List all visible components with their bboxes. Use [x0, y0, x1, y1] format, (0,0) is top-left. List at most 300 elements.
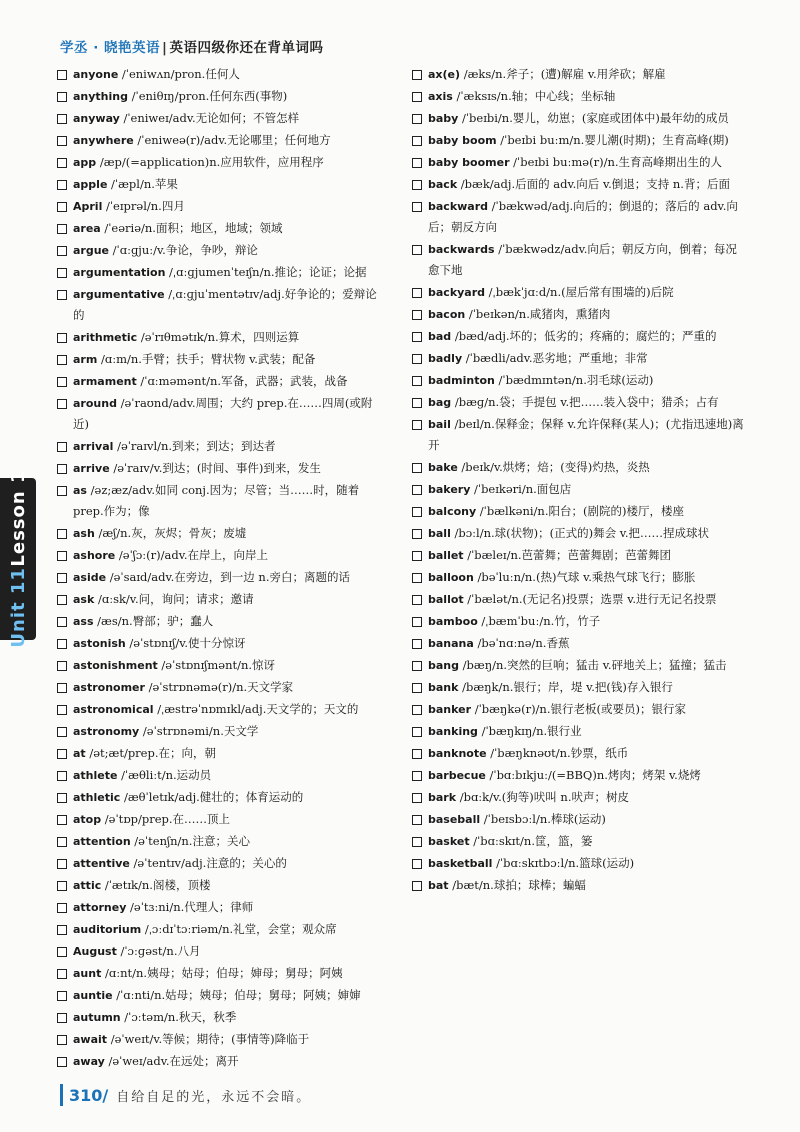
checkbox-icon[interactable] — [57, 464, 67, 474]
vocab-word: backward — [428, 200, 489, 213]
vocab-entry — [57, 545, 387, 566]
vocab-definition: /bæt/n.球拍；球棒；蝙蝠 — [448, 878, 586, 892]
checkbox-icon[interactable] — [57, 837, 67, 847]
checkbox-icon[interactable] — [57, 1057, 67, 1067]
vocab-definition: /əˈsaɪd/adv.在旁边，到一边 n.旁白；离题的话 — [106, 570, 350, 584]
vocab-word: ballot — [428, 593, 464, 606]
vocab-word: April — [73, 200, 103, 213]
checkbox-icon[interactable] — [57, 903, 67, 913]
checkbox-icon[interactable] — [57, 771, 67, 781]
vocab-entry — [412, 787, 747, 808]
vocab-word: banker — [428, 703, 472, 716]
checkbox-icon[interactable] — [57, 290, 67, 300]
checkbox-icon[interactable] — [412, 485, 422, 495]
vocab-definition: /əz;æz/adv.如同 conj.因为；尽管；当……时，随着 prep.作为；像 — [73, 483, 360, 518]
vocab-word: ask — [73, 593, 95, 606]
checkbox-icon[interactable] — [412, 815, 422, 825]
vocab-definition: /ˈbælkəni/n.阳台；(剧院的)楼厅，楼座 — [476, 504, 684, 518]
vocab-definition: /beɪl/n.保释金；保释 v.允许保释(某人)；(尤指迅速地)离开 — [428, 417, 744, 452]
vocab-word: bank — [428, 681, 459, 694]
vocab-definition: /ˈɑːnti/n.姑母；姨母；伯母；舅母；阿姨；婶婶 — [112, 988, 361, 1002]
vocab-entry — [57, 743, 387, 764]
vocab-definition: /ˈɔːɡəst/n.八月 — [116, 944, 201, 958]
checkbox-icon[interactable] — [412, 793, 422, 803]
vocab-entry — [57, 327, 387, 348]
vocab-definition: /beɪk/v.烘烤；焙；(变得)灼热，炎热 — [457, 460, 650, 474]
vocab-entry — [57, 1007, 387, 1028]
checkbox-icon[interactable] — [412, 158, 422, 168]
vocab-entry — [412, 457, 747, 478]
checkbox-icon[interactable] — [57, 1013, 67, 1023]
checkbox-icon[interactable] — [412, 507, 422, 517]
checkbox-icon[interactable] — [412, 310, 422, 320]
vocab-entry — [57, 941, 387, 962]
vocab-definition: /əˈstɒnɪʃmənt/n.惊讶 — [157, 658, 276, 672]
vocab-word: bag — [428, 396, 452, 409]
checkbox-icon[interactable] — [412, 398, 422, 408]
vocab-word: baby boom — [428, 134, 497, 147]
vocab-entry — [412, 655, 747, 676]
checkbox-icon[interactable] — [57, 881, 67, 891]
checkbox-icon[interactable] — [412, 551, 422, 561]
vocab-entry — [57, 853, 387, 874]
vocab-definition: /ˈbæŋkɪŋ/n.银行业 — [477, 724, 582, 738]
vocab-word: badminton — [428, 374, 495, 387]
vocab-definition: /ˈbædli/adv.恶劣地；严重地；非常 — [462, 351, 648, 365]
vocab-word: ass — [73, 615, 94, 628]
vocab-entry — [412, 853, 747, 874]
vocab-entry — [412, 743, 747, 764]
vocab-entry — [57, 458, 387, 479]
page-footer — [60, 1082, 311, 1108]
checkbox-icon[interactable] — [412, 420, 422, 430]
vocab-definition: /bæk/adj.后面的 adv.向后 v.倒退；支持 n.背；后面 — [457, 177, 730, 191]
vocab-definition: /ət;æt/prep.在；向，朝 — [85, 746, 217, 760]
vocab-definition: /ˈæθliːt/n.运动员 — [117, 768, 212, 782]
vocab-word: ballet — [428, 549, 464, 562]
vocab-definition: /ˌæstrəˈnɒmɪkl/adj.天文学的；天文的 — [153, 702, 359, 716]
checkbox-icon[interactable] — [57, 92, 67, 102]
checkbox-icon[interactable] — [57, 442, 67, 452]
vocab-word: baseball — [428, 813, 481, 826]
checkbox-icon[interactable] — [57, 355, 67, 365]
vocab-entry — [57, 86, 387, 107]
vocab-definition: /ˈeəriə/n.面积；地区，地域；领域 — [100, 221, 283, 235]
vocab-entry — [57, 677, 387, 698]
vocab-entry — [57, 371, 387, 392]
vocab-word: back — [428, 178, 458, 191]
vocab-entry — [57, 436, 387, 457]
vocab-word: baby boomer — [428, 156, 510, 169]
vocab-entry — [57, 64, 387, 85]
vocab-entry — [57, 1051, 387, 1072]
checkbox-icon[interactable] — [57, 202, 67, 212]
checkbox-icon[interactable] — [412, 661, 422, 671]
vocab-entry — [412, 174, 747, 195]
vocab-entry — [412, 86, 747, 107]
checkbox-icon[interactable] — [412, 771, 422, 781]
vocab-entry — [412, 721, 747, 742]
vocab-definition: /bæŋk/n.银行；岸，堤 v.把(钱)存入银行 — [458, 680, 673, 694]
checkbox-icon[interactable] — [57, 114, 67, 124]
checkbox-icon[interactable] — [412, 114, 422, 124]
vocab-word: astronomer — [73, 681, 145, 694]
vocab-word: bark — [428, 791, 457, 804]
footer-accent-bar — [60, 1084, 63, 1106]
vocab-word: aside — [73, 571, 107, 584]
vocab-word: astonishment — [73, 659, 158, 672]
checkbox-icon[interactable] — [412, 683, 422, 693]
checkbox-icon[interactable] — [412, 136, 422, 146]
vocab-word: auditorium — [73, 923, 142, 936]
vocab-entry — [57, 108, 387, 129]
vocab-word: arithmetic — [73, 331, 138, 344]
vocab-entry — [57, 611, 387, 632]
checkbox-icon[interactable] — [57, 947, 67, 957]
vocab-definition: /əˈtɜːni/n.代理人；律师 — [126, 900, 254, 914]
header-title: 英语四级你还在背单词吗 — [169, 40, 324, 56]
vocab-word: bat — [428, 879, 449, 892]
vocab-word: banking — [428, 725, 478, 738]
vocab-entry — [57, 963, 387, 984]
checkbox-icon[interactable] — [57, 224, 67, 234]
checkbox-icon[interactable] — [57, 617, 67, 627]
vocab-definition: /ˈbeɪbi/n.婴儿，幼崽；(家庭或团体中)最年幼的成员 — [458, 111, 729, 125]
vocab-definition: /ˈbækwəd/adj.向后的；倒退的；落后的 adv.向后；朝反方向 — [428, 199, 738, 234]
vocab-definition: /ˌbæmˈbuː/n.竹，竹子 — [477, 614, 601, 628]
vocab-word: astonish — [73, 637, 126, 650]
vocab-entry — [57, 152, 387, 173]
vocab-word: as — [73, 484, 87, 497]
vocab-definition: /bɑːk/v.(狗等)吠叫 n.吠声；树皮 — [456, 790, 629, 804]
checkbox-icon[interactable] — [412, 639, 422, 649]
checkbox-icon[interactable] — [57, 595, 67, 605]
vocab-definition: /əˈweɪ/adv.在远处；离开 — [104, 1054, 239, 1068]
vocab-entry — [57, 765, 387, 786]
vocab-entry — [412, 875, 747, 896]
vocab-entry — [412, 765, 747, 786]
vocab-definition: /ˈbæŋkə(r)/n.银行老板(或要员)；银行家 — [471, 702, 686, 716]
vocab-word: barbecue — [428, 769, 486, 782]
vocab-definition: /æʃ/n.灰，灰烬；骨灰；废墟 — [94, 526, 247, 540]
vocab-definition: /ˈɑːɡjuː/v.争论，争吵，辩论 — [109, 243, 258, 257]
checkbox-icon[interactable] — [412, 288, 422, 298]
vocab-definition: /ˈbækwədz/adv.向后；朝反方向，倒着；每况愈下地 — [428, 242, 737, 277]
vocab-word: balcony — [428, 505, 477, 518]
brand-name: 学丞 · 晓艳英语 — [60, 40, 161, 56]
vocab-definition: /ˈbeɪbi buːmə(r)/n.生育高峰期出生的人 — [509, 155, 723, 169]
vocab-entry — [412, 196, 747, 238]
vocab-word: backwards — [428, 243, 495, 256]
vocab-entry — [412, 831, 747, 852]
vocab-definition: /əˈstɒnɪʃ/v.使十分惊讶 — [125, 636, 246, 650]
checkbox-icon[interactable] — [57, 859, 67, 869]
vocab-definition: /ˈbæŋknəʊt/n.钞票，纸币 — [486, 746, 629, 760]
vocab-definition: /əˈraɪv/v.到达；(时间、事件)到来，发生 — [109, 461, 321, 475]
vocab-word: argumentation — [73, 266, 166, 279]
vocab-definition: /ˈɑːməmənt/n.军备，武器；武装，战备 — [136, 374, 348, 388]
vocab-definition: /əˈraʊnd/adv.周围；大约 prep.在……四周(或附近) — [73, 396, 373, 431]
unit-label: Unit 11 — [7, 567, 29, 648]
checkbox-icon[interactable] — [57, 180, 67, 190]
vocab-word: anywhere — [73, 134, 134, 147]
vocab-definition: /ˈbeɪkən/n.咸猪肉，熏猪肉 — [465, 307, 611, 321]
vocab-definition: /əˈtenʃn/n.注意；关心 — [130, 834, 250, 848]
vocab-entry — [57, 262, 387, 283]
vocab-definition: /əˈstrɒnəmə(r)/n.天文学家 — [144, 680, 294, 694]
vocab-entry — [57, 655, 387, 676]
checkbox-icon[interactable] — [57, 705, 67, 715]
lesson-label: Lesson 1 — [7, 470, 29, 568]
checkbox-icon[interactable] — [57, 486, 67, 496]
checkbox-icon[interactable] — [412, 573, 422, 583]
vocab-definition: /æθˈletɪk/adj.健壮的；体育运动的 — [120, 790, 304, 804]
checkbox-icon[interactable] — [412, 749, 422, 759]
vocab-definition: /ˈæksɪs/n.轴；中心线；坐标轴 — [452, 89, 616, 103]
vocab-definition: /əˈtɒp/prep.在……顶上 — [101, 812, 231, 826]
vocab-word: attentive — [73, 857, 130, 870]
checkbox-icon[interactable] — [412, 881, 422, 891]
vocab-definition: /ˈeɪprəl/n.四月 — [102, 199, 185, 213]
vocab-word: athletic — [73, 791, 121, 804]
vocab-entry — [57, 787, 387, 808]
vocab-definition: /ɑːsk/v.问，询问；请求；邀请 — [94, 592, 254, 606]
vocab-definition: /ˌɑːɡjumenˈteɪʃn/n.推论；论证；论据 — [165, 265, 367, 279]
checkbox-icon[interactable] — [412, 617, 422, 627]
checkbox-icon[interactable] — [57, 246, 67, 256]
checkbox-icon[interactable] — [412, 70, 422, 80]
header-separator: | — [162, 40, 168, 56]
checkbox-icon[interactable] — [57, 70, 67, 80]
vocab-word: badly — [428, 352, 463, 365]
vocab-word: atop — [73, 813, 102, 826]
footer-slogan: 自给自足的光，永远不会暗。 — [116, 1089, 312, 1105]
vocab-entry — [57, 480, 387, 522]
vocab-definition: /bæŋ/n.突然的巨响；猛击 v.砰地关上；猛撞；猛击 — [459, 658, 727, 672]
vocab-word: arrive — [73, 462, 110, 475]
vocab-entry — [412, 304, 747, 325]
checkbox-icon[interactable] — [57, 377, 67, 387]
checkbox-icon[interactable] — [412, 529, 422, 539]
vocab-entry — [412, 589, 747, 610]
checkbox-icon[interactable] — [412, 595, 422, 605]
vocab-word: axis — [428, 90, 453, 103]
checkbox-icon[interactable] — [412, 837, 422, 847]
checkbox-icon[interactable] — [412, 727, 422, 737]
vocab-definition: /ˈbɑːskɪt/n.筐，篮，篓 — [469, 834, 593, 848]
vocab-entry — [412, 809, 747, 830]
checkbox-icon[interactable] — [57, 749, 67, 759]
vocab-definition: /ˈætɪk/n.阁楼，顶楼 — [101, 878, 211, 892]
vocab-entry — [412, 392, 747, 413]
vocab-definition: /ˌɔːdɪˈtɔːriəm/n.礼堂，会堂；观众席 — [141, 922, 337, 936]
vocab-entry — [57, 633, 387, 654]
vocab-entry — [57, 240, 387, 261]
checkbox-icon[interactable] — [57, 399, 67, 409]
vocab-entry — [57, 809, 387, 830]
vocab-column-right — [412, 64, 747, 897]
vocab-definition: /ˈbælət/n.(无记名)投票；选票 v.进行无记名投票 — [463, 592, 717, 606]
vocab-definition: /æs/n.臀部；驴；蠢人 — [93, 614, 214, 628]
checkbox-icon[interactable] — [412, 245, 422, 255]
vocab-entry — [412, 523, 747, 544]
vocab-entry — [412, 677, 747, 698]
vocab-definition: /ˈeniweɪ/adv.无论如何；不管怎样 — [119, 111, 300, 125]
vocab-entry — [57, 284, 387, 326]
vocab-entry — [412, 545, 747, 566]
checkbox-icon[interactable] — [57, 793, 67, 803]
checkbox-icon[interactable] — [57, 991, 67, 1001]
vocab-definition: /əˈweɪt/v.等候；期待；(事情等)降临于 — [107, 1032, 310, 1046]
vocab-definition: /ˈeniθɪŋ/pron.任何东西(事物) — [128, 89, 288, 103]
checkbox-icon[interactable] — [57, 815, 67, 825]
vocab-definition: /ˈbɑːbɪkjuː/(=BBQ)n.烤肉；烤架 v.烧烤 — [485, 768, 701, 782]
vocab-word: astronomical — [73, 703, 154, 716]
checkbox-icon[interactable] — [57, 639, 67, 649]
vocab-definition: /əˈtentɪv/adj.注意的；关心的 — [129, 856, 287, 870]
vocab-word: ashore — [73, 549, 116, 562]
vocab-definition: /bəˈluːn/n.(热)气球 v.乘热气球飞行；膨胀 — [473, 570, 696, 584]
vocab-word: arm — [73, 353, 98, 366]
vocab-entry — [57, 196, 387, 217]
vocab-word: bacon — [428, 308, 466, 321]
checkbox-icon[interactable] — [57, 529, 67, 539]
vocab-definition: /ˈɔːtəm/n.秋天，秋季 — [120, 1010, 237, 1024]
vocab-definition: /bæɡ/n.袋；手提包 v.把……装入袋中；猎杀；占有 — [451, 395, 719, 409]
checkbox-icon[interactable] — [57, 727, 67, 737]
vocab-word: apple — [73, 178, 108, 191]
vocab-entry — [57, 349, 387, 370]
vocab-word: area — [73, 222, 101, 235]
vocab-entry — [412, 501, 747, 522]
checkbox-icon[interactable] — [412, 859, 422, 869]
vocab-entry — [57, 875, 387, 896]
vocab-definition: /ˈæpl/n.苹果 — [107, 177, 178, 191]
vocab-word: attic — [73, 879, 102, 892]
checkbox-icon[interactable] — [57, 136, 67, 146]
vocab-word: await — [73, 1033, 108, 1046]
vocab-definition: /ˈbædmɪntən/n.羽毛球(运动) — [494, 373, 654, 387]
checkbox-icon[interactable] — [57, 268, 67, 278]
unit-side-tab — [0, 470, 36, 648]
checkbox-icon[interactable] — [57, 333, 67, 343]
checkbox-icon[interactable] — [57, 969, 67, 979]
vocab-word: argumentative — [73, 288, 165, 301]
vocab-entry — [57, 831, 387, 852]
vocab-entry — [412, 633, 747, 654]
vocab-word: basketball — [428, 857, 493, 870]
vocab-word: bake — [428, 461, 458, 474]
checkbox-icon[interactable] — [57, 551, 67, 561]
vocab-definition: /ˈbeɪbi buːm/n.婴儿潮(时期)；生育高峰(期) — [496, 133, 729, 147]
vocab-entry — [57, 130, 387, 151]
checkbox-icon[interactable] — [412, 354, 422, 364]
checkbox-icon[interactable] — [412, 92, 422, 102]
checkbox-icon[interactable] — [412, 705, 422, 715]
vocab-word: astronomy — [73, 725, 140, 738]
vocab-definition: /bəˈnɑːnə/n.香蕉 — [473, 636, 570, 650]
vocab-word: anyone — [73, 68, 119, 81]
vocab-definition: /ˈbeɪsbɔːl/n.棒球(运动) — [480, 812, 606, 826]
vocab-word: backyard — [428, 286, 486, 299]
vocab-word: ash — [73, 527, 95, 540]
vocab-entry — [57, 589, 387, 610]
vocab-entry — [412, 152, 747, 173]
vocab-word: away — [73, 1055, 105, 1068]
vocab-word: ax(e) — [428, 68, 461, 81]
vocab-word: at — [73, 747, 86, 760]
vocab-definition: /ˈbæleɪ/n.芭蕾舞；芭蕾舞剧；芭蕾舞团 — [463, 548, 672, 562]
vocab-word: basket — [428, 835, 470, 848]
vocab-entry — [412, 108, 747, 129]
vocab-word: anyway — [73, 112, 120, 125]
vocab-word: banana — [428, 637, 474, 650]
vocab-word: bakery — [428, 483, 471, 496]
vocab-word: baby — [428, 112, 459, 125]
vocab-definition: /ɑːm/n.手臂；扶手；臂状物 v.武装；配备 — [97, 352, 316, 366]
vocab-entry — [57, 393, 387, 435]
vocab-definition: /ˈeniweə(r)/adv.无论哪里；任何地方 — [133, 133, 331, 147]
vocab-entry — [57, 897, 387, 918]
vocab-definition: /ˌɑːɡjuˈmentətɪv/adj.好争论的；爱辩论的 — [73, 287, 377, 322]
checkbox-icon[interactable] — [57, 1035, 67, 1045]
vocab-definition: /ˈbɑːskɪtbɔːl/n.篮球(运动) — [492, 856, 635, 870]
checkbox-icon[interactable] — [57, 683, 67, 693]
vocab-entry — [412, 414, 747, 456]
vocab-word: argue — [73, 244, 110, 257]
vocab-entry — [412, 611, 747, 632]
checkbox-icon[interactable] — [412, 463, 422, 473]
checkbox-icon[interactable] — [57, 925, 67, 935]
vocab-definition: /əˈrɪθmətɪk/n.算术，四则运算 — [137, 330, 300, 344]
vocab-definition: /əˈʃɔː(r)/adv.在岸上，向岸上 — [115, 548, 269, 562]
vocab-definition: /ˌbækˈjɑːd/n.(屋后常有围墙的)后院 — [485, 285, 674, 299]
checkbox-icon[interactable] — [57, 661, 67, 671]
checkbox-icon[interactable] — [412, 180, 422, 190]
vocab-entry — [57, 721, 387, 742]
vocab-word: armament — [73, 375, 137, 388]
vocab-definition: /æks/n.斧子；(遭)解雇 v.用斧砍；解雇 — [460, 67, 666, 81]
vocab-word: August — [73, 945, 117, 958]
checkbox-icon[interactable] — [57, 158, 67, 168]
vocab-word: athlete — [73, 769, 118, 782]
vocab-definition: /ˈbeɪkəri/n.面包店 — [470, 482, 572, 496]
checkbox-icon[interactable] — [412, 202, 422, 212]
checkbox-icon[interactable] — [412, 376, 422, 386]
vocab-entry — [412, 64, 747, 85]
vocab-entry — [57, 1029, 387, 1050]
vocab-word: auntie — [73, 989, 113, 1002]
vocab-entry — [57, 523, 387, 544]
vocab-definition: /bɔːl/n.球(状物)；(正式的)舞会 v.把……捏成球状 — [450, 526, 710, 540]
vocab-entry — [412, 348, 747, 369]
checkbox-icon[interactable] — [57, 573, 67, 583]
vocab-word: attention — [73, 835, 131, 848]
vocab-word: bail — [428, 418, 451, 431]
vocab-entry — [412, 239, 747, 281]
vocab-word: around — [73, 397, 117, 410]
vocab-definition: /bæd/adj.坏的；低劣的；疼痛的；腐烂的；严重的 — [451, 329, 717, 343]
vocab-word: bamboo — [428, 615, 478, 628]
vocab-entry — [57, 699, 387, 720]
vocab-entry — [57, 567, 387, 588]
vocab-word: balloon — [428, 571, 474, 584]
vocab-entry — [412, 479, 747, 500]
vocab-column-left — [57, 64, 387, 1073]
vocab-definition: /əˈstrɒnəmi/n.天文学 — [139, 724, 259, 738]
vocab-word: banknote — [428, 747, 487, 760]
checkbox-icon[interactable] — [412, 332, 422, 342]
